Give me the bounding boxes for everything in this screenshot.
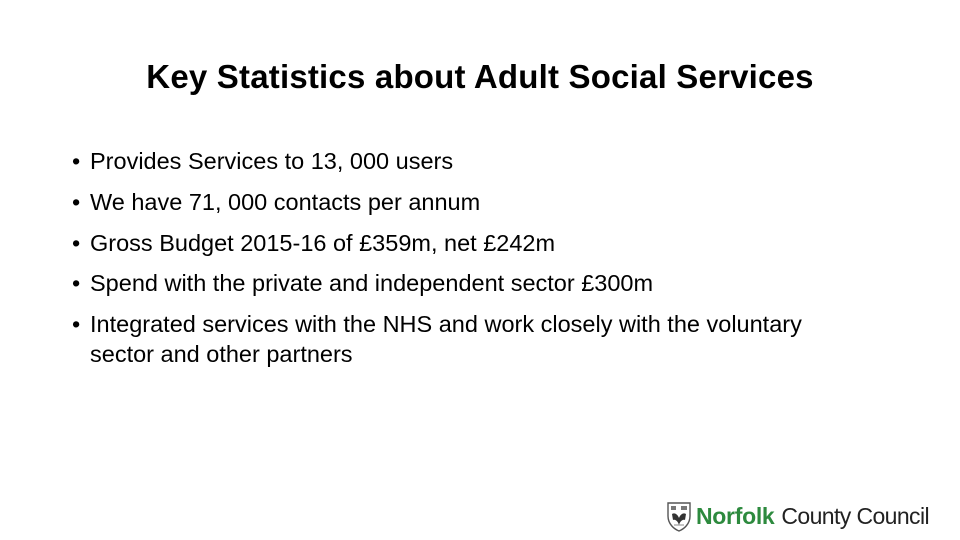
norfolk-county-council-logo	[666, 498, 956, 534]
list-item: • Provides Services to 13, 000 users	[72, 146, 872, 176]
logo-name-rest: County Council	[781, 502, 929, 529]
list-item: • We have 71, 000 contacts per annum	[72, 187, 872, 217]
list-item: • Gross Budget 2015-16 of £359m, net £242m	[72, 228, 872, 258]
logo-name-bold: Norfolk	[696, 502, 775, 529]
list-item: • Spend with the private and independent sector £300m	[72, 268, 872, 298]
slide-title: Key Statistics about Adult Social Services	[146, 58, 814, 95]
norfolk-crest-icon	[666, 500, 692, 532]
list-item: • Integrated services with the NHS and work closely with the voluntary sector and other partners	[72, 309, 872, 369]
statistics-list	[72, 146, 872, 380]
